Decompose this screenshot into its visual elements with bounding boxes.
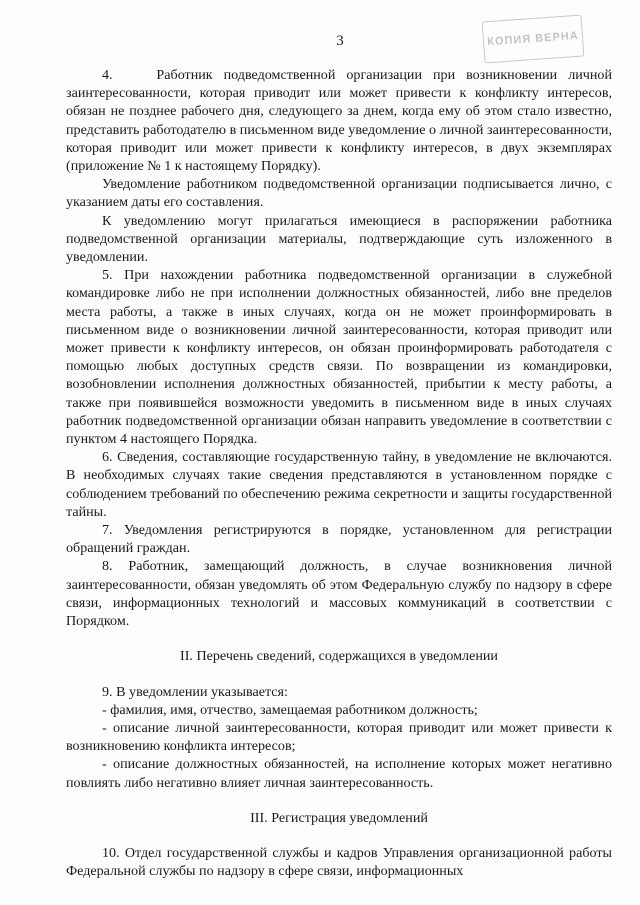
paragraph-9: 9. В уведомлении указывается: — [102, 683, 288, 700]
page-number: 3 — [336, 33, 344, 49]
paragraph-10: 10. Отдел государственной службы и кадров Управления организационной работы Федеральной службы по надзору в сфере связи, информационных — [66, 844, 612, 880]
spacer — [66, 630, 612, 647]
paragraph-4-signature: Уведомление работником подведомственной организации подписывается лично, с указанием даты его составления. — [66, 176, 612, 211]
list-item-2: - описание личной заинтересованности, которая приводит или может привести к возникновению конфликта интересов; — [66, 719, 612, 755]
paragraph-4-attachments: К уведомлению могут прилагаться имеющиеся в распоряжении работника подведомственной организации материалы, подтверждающие суть изложенного в уведомлении. — [66, 212, 612, 266]
document-body — [66, 66, 612, 880]
paragraph-8: 8. Работник, замещающий должность, в случае возникновения личной заинтересованности, обязан уведомлять об этом Федеральную службу по надзору в сфере связи, информационных технологий и массовых коммуникаций в соответствии с Порядком. — [66, 558, 612, 630]
list-item-1: - фамилия, имя, отчество, замещаемая работником должность; — [102, 701, 478, 718]
paragraph-5: 5. При нахождении работника подведомственной организации в служебной командировке либо не при исполнении должностных обязанностей, либо вне пределов места работы, а также в иных случаях, когда он не может проинформировать в письменном виде о возникновении личной заинтересованности, которая приводит или может привести к конфликту интересов, он обязан проинформировать работодателя с помощью любых доступных средств связи. По возвращении из командировки, возобновлении исполнения должностных обязанностей, прибытии к месту работы, а также при появившейся возможности уведомить в письменном виде в иных случаях работник подведомственной организации обязан направить уведомление в соответствии с пунктом 4 настоящего Порядка. — [66, 267, 612, 448]
list-item-3: - описание должностных обязанностей, на исполнение которых может негативно повлиять либо негативно влияет личная заинтересованность. — [66, 756, 612, 791]
copy-stamp: КОПИЯ ВЕРНА — [482, 15, 585, 64]
paragraph-4: 4. Работник подведомственной организации при возникновении личной заинтересованности, которая приводит или может привести к конфликту интересов, обязан не позднее рабочего дня, следующего за днем, когда ему об этом стало известно, представить работодателю в письменном виде уведомление о личной заинтересованности, которая приводит или может привести к конфликту интересов, в двух экземплярах (приложение № 1 к настоящему Порядку). — [66, 67, 612, 175]
paragraph-7: 7. Уведомления регистрируются в порядке, установленном для регистрации обращений граждан. — [66, 522, 612, 557]
section-3-heading: III. Регистрация уведомлений — [250, 809, 428, 826]
spacer — [66, 792, 612, 809]
section-2-heading: II. Перечень сведений, содержащихся в уведомлении — [180, 648, 498, 665]
spacer — [66, 827, 612, 844]
spacer — [66, 666, 612, 683]
paragraph-6: 6. Сведения, составляющие государственную тайну, в уведомление не включаются. В необходимых случаях такие сведения представляются в установленном порядке с соблюдением требований по обеспечению режима секретности и защиты государственной тайны. — [66, 449, 612, 520]
